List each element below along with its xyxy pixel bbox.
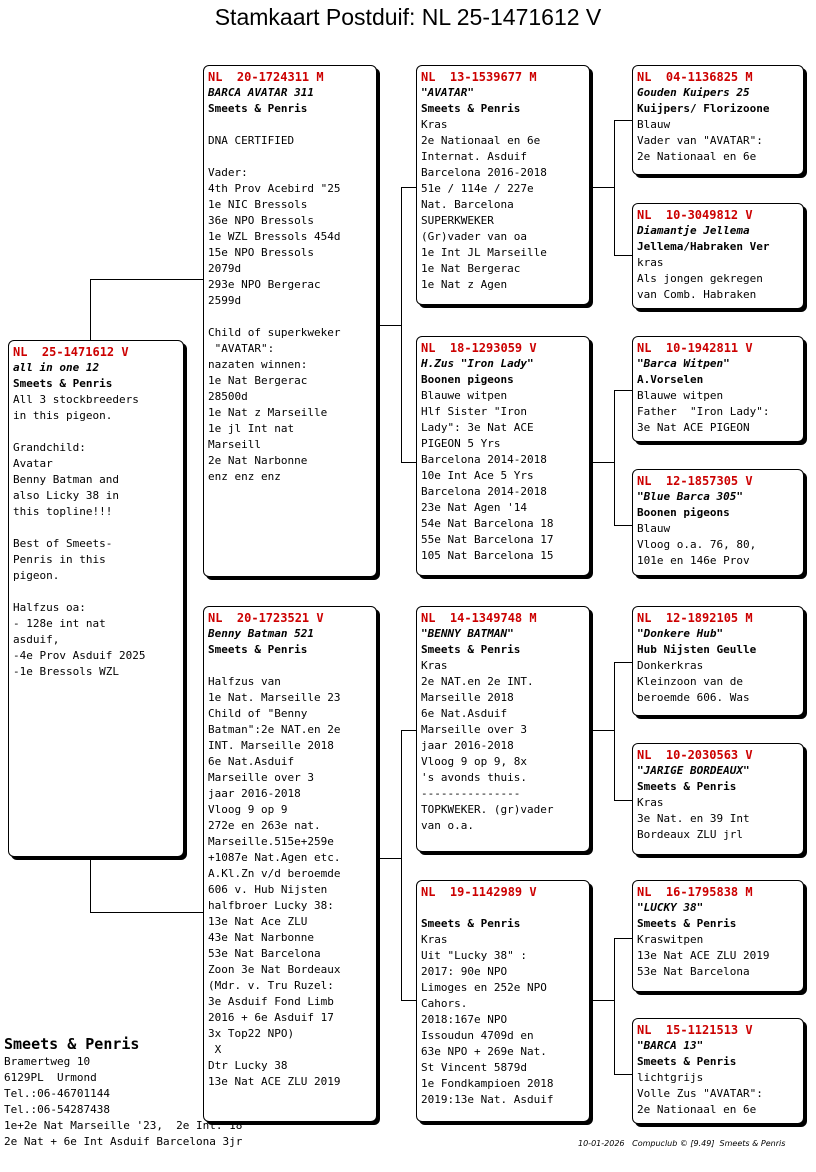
ring-number: NL 13-1539677 M (421, 70, 537, 84)
connector-line (590, 462, 614, 463)
pigeon-info: Kras 3e Nat. en 39 Int Bordeaux ZLU jrl (637, 796, 750, 841)
connector-line (590, 1000, 614, 1001)
pigeon-card-sire-sire[interactable] (416, 65, 590, 305)
pigeon-card-sire-dam-dam[interactable] (632, 469, 804, 576)
ring-number: NL 15-1121513 V (637, 1023, 753, 1037)
owner-city: 6129PL Urmond (4, 1071, 97, 1084)
pigeon-card-dam-dam-sire[interactable] (632, 880, 804, 992)
connector-line (614, 390, 615, 525)
breeder-name: Smeets & Penris (13, 377, 113, 390)
ring-number: NL 12-1857305 V (637, 474, 753, 488)
pigeon-card-dam-sire-sire[interactable] (632, 606, 804, 716)
pigeon-card-sire-sire-sire[interactable] (632, 65, 804, 175)
pigeon-info: kras Als jongen gekregen van Comb. Habraken (637, 256, 763, 301)
pigeon-name: Gouden Kuipers 25 (637, 86, 750, 99)
pigeon-info: Kras Uit "Lucky 38" : 2017: 90e NPO Limoges en 252e NPO Cahors. 2018:167e NPO Issoudun 4709d en 63e NPO + 269e Nat. St Vincent 5879d 1e Fondkampioen 2018 2019:13e Nat. Asduif (421, 933, 554, 1106)
breeder-name: Smeets & Penris (637, 780, 737, 793)
breeder-name: Smeets & Penris (208, 102, 308, 115)
owner-block (4, 1034, 242, 1150)
ring-number: NL 18-1293059 V (421, 341, 537, 355)
pigeon-name: "LUCKY 38" (637, 901, 704, 914)
breeder-name: Smeets & Penris (637, 917, 737, 930)
breeder-name: Smeets & Penris (208, 643, 308, 656)
owner-street: Bramertweg 10 (4, 1055, 91, 1068)
ring-number: NL 25-1471612 V (13, 345, 129, 359)
connector-line (377, 858, 401, 859)
pigeon-info: Kras 2e Nationaal en 6e Internat. Asduif Barcelona 2016-2018 51e / 114e / 227e Nat. Barcelona SUPERKWEKER (Gr)vader van oa 1e Int JL Marseille 1e Nat Bergerac 1e Nat z Agen (421, 118, 547, 291)
breeder-name: Smeets & Penris (421, 102, 521, 115)
owner-phone: Tel.:06-46701144 (4, 1087, 110, 1100)
connector-line (377, 325, 401, 326)
connector-line (614, 255, 632, 256)
ring-number: NL 20-1724311 M (208, 70, 324, 84)
pigeon-card-dam-sire[interactable] (416, 606, 590, 852)
connector-line (614, 390, 632, 391)
ring-number: NL 12-1892105 M (637, 611, 753, 625)
breeder-name: Jellema/Habraken Ver (637, 240, 770, 253)
breeder-name: Smeets & Penris (637, 1055, 737, 1068)
pigeon-info: Donkerkras Kleinzoon van de beroemde 606. Was (637, 659, 750, 704)
connector-line (401, 730, 417, 731)
pigeon-name: "Blue Barca 305" (637, 490, 743, 503)
pigeon-name: Diamantje Jellema (637, 224, 750, 237)
pigeon-name: H.Zus "Iron Lady" (421, 357, 534, 370)
ring-number: NL 16-1795838 M (637, 885, 753, 899)
pigeon-name (421, 900, 585, 916)
pigeon-info: Blauwe witpen Father "Iron Lady": 3e Nat ACE PIGEON (637, 389, 770, 434)
pigeon-name: all in one 12 (13, 361, 100, 374)
pigeon-name: "BARCA 13" (637, 1039, 704, 1052)
pigeon-card-main[interactable] (8, 340, 184, 857)
ring-number: NL 10-1942811 V (637, 341, 753, 355)
pigeon-info: lichtgrijs Volle Zus "AVATAR": 2e Nationaal en 6e (637, 1071, 763, 1116)
pigeon-info: Halfzus van 1e Nat. Marseille 23 Child of "Benny Batman":2e NAT.en 2e INT. Marseille 2018 6e Nat.Asduif Marseille over 3 jaar 2016-2018 Vloog 9 op 9 272e en 263e nat. Marseille.515e+259e +1087e Nat.Agen etc. A.Kl.Zn v/d beroemde 606 v. Hub Nijsten halfbroer Lucky 38: 13e Nat Ace ZLU 43e Nat Narbonne 53e Nat Barcelona Zoon 3e Nat Bordeaux (Mdr. v. Tru Ruzel: 3e Asduif Fond Limb 2016 + 6e Asduif 17 3x Top22 NPO) X Dtr Lucky 38 13e Nat ACE ZLU 2019 (208, 675, 341, 1088)
pigeon-name: BARCA AVATAR 311 (208, 86, 314, 99)
breeder-name: Smeets & Penris (421, 917, 521, 930)
connector-line (614, 938, 632, 939)
pigeon-name: "AVATAR" (421, 86, 474, 99)
pigeon-card-dam-dam[interactable] (416, 880, 590, 1122)
connector-line (614, 525, 632, 526)
connector-line (90, 912, 204, 913)
breeder-name: Boonen pigeons (637, 506, 730, 519)
connector-line (401, 462, 417, 463)
pigeon-card-sire-dam[interactable] (416, 336, 590, 576)
pigeon-info: Blauwe witpen Hlf Sister "Iron Lady": 3e Nat ACE PIGEON 5 Yrs Barcelona 2014-2018 10e Int Ace 5 Yrs Barcelona 2014-2018 23e Nat Agen '14 54e Nat Barcelona 18 55e Nat Barcelona 17 105 Nat Barcelona 15 (421, 389, 554, 562)
connector-line (590, 730, 614, 731)
pigeon-card-sire-sire-dam[interactable] (632, 203, 804, 309)
connector-line (614, 120, 615, 255)
ring-number: NL 10-3049812 V (637, 208, 753, 222)
ring-number: NL 04-1136825 M (637, 70, 753, 84)
pigeon-card-dam-dam-dam[interactable] (632, 1018, 804, 1124)
pigeon-card-sire-dam-sire[interactable] (632, 336, 804, 442)
breeder-name: Boonen pigeons (421, 373, 514, 386)
owner-note: 1e+2e Nat Marseille '23, 2e Int.'18 (4, 1119, 243, 1132)
owner-phone: Tel.:06-54287438 (4, 1103, 110, 1116)
connector-line (590, 187, 614, 188)
pigeon-card-sire[interactable] (203, 65, 377, 577)
connector-line (90, 279, 91, 341)
pigeon-info: All 3 stockbreeders in this pigeon. Grandchild: Avatar Benny Batman and also Licky 38 in this topline!!! Best of Smeets- Penris in this pigeon. Halfzus oa: - 128e int nat asduif, -4e Prov Asduif 2025 -1e Bressols WZL (13, 393, 146, 678)
pigeon-name: "BENNY BATMAN" (421, 627, 514, 640)
pigeon-info: DNA CERTIFIED Vader: 4th Prov Acebird "25 1e NIC Bressols 36e NPO Bressols 1e WZL Bressols 454d 15e NPO Bressols 2079d 293e NPO Bergerac 2599d Child of superkweker "AVATAR": nazaten winnen: 1e Nat Bergerac 28500d 1e Nat z Marseille 1e jl Int nat Marseill 2e Nat Narbonne enz enz enz (208, 134, 341, 483)
pigeon-info: Kraswitpen 13e Nat ACE ZLU 2019 53e Nat Barcelona (637, 933, 770, 978)
connector-line (401, 1000, 417, 1001)
breeder-name: A.Vorselen (637, 373, 704, 386)
connector-line (614, 938, 615, 1074)
page-title: Stamkaart Postduif: NL 25-1471612 V (214, 4, 602, 30)
connector-line (614, 800, 632, 801)
connector-line (614, 1074, 632, 1075)
footer-credit: 10-01-2026 Compuclub © [9.49] Smeets & Penris (578, 1139, 786, 1148)
connector-line (90, 279, 204, 280)
breeder-name: Kuijpers/ Florizoone (637, 102, 770, 115)
pigeon-name: "Barca Witpen" (637, 357, 730, 370)
connector-line (614, 120, 632, 121)
pigeon-info: Blauw Vloog o.a. 76, 80, 101e en 146e Prov (637, 522, 757, 567)
owner-note: 2e Nat + 6e Int Asduif Barcelona 3jr (4, 1135, 243, 1148)
pigeon-name: "JARIGE BORDEAUX" (637, 764, 750, 777)
owner-name: Smeets & Penris (4, 1035, 140, 1053)
connector-line (614, 662, 615, 800)
breeder-name: Smeets & Penris (421, 643, 521, 656)
ring-number: NL 20-1723521 V (208, 611, 324, 625)
pigeon-name: Benny Batman 521 (208, 627, 314, 640)
breeder-name: Hub Nijsten Geulle (637, 643, 757, 656)
connector-line (401, 730, 402, 1000)
pigeon-name: "Donkere Hub" (637, 627, 724, 640)
connector-line (401, 187, 417, 188)
ring-number: NL 10-2030563 V (637, 748, 753, 762)
connector-line (401, 187, 402, 462)
connector-line (614, 662, 632, 663)
pigeon-info: Kras 2e NAT.en 2e INT. Marseille 2018 6e Nat.Asduif Marseille over 3 jaar 2016-2018 Vloog 9 op 9, 8x 's avonds thuis. --------------- TOPKWEKER. (gr)vader van o.a. (421, 659, 554, 832)
pigeon-card-dam-sire-dam[interactable] (632, 743, 804, 855)
ring-number: NL 19-1142989 V (421, 885, 537, 899)
pigeon-info: Blauw Vader van "AVATAR": 2e Nationaal en 6e (637, 118, 763, 163)
connector-line (90, 858, 91, 912)
ring-number: NL 14-1349748 M (421, 611, 537, 625)
